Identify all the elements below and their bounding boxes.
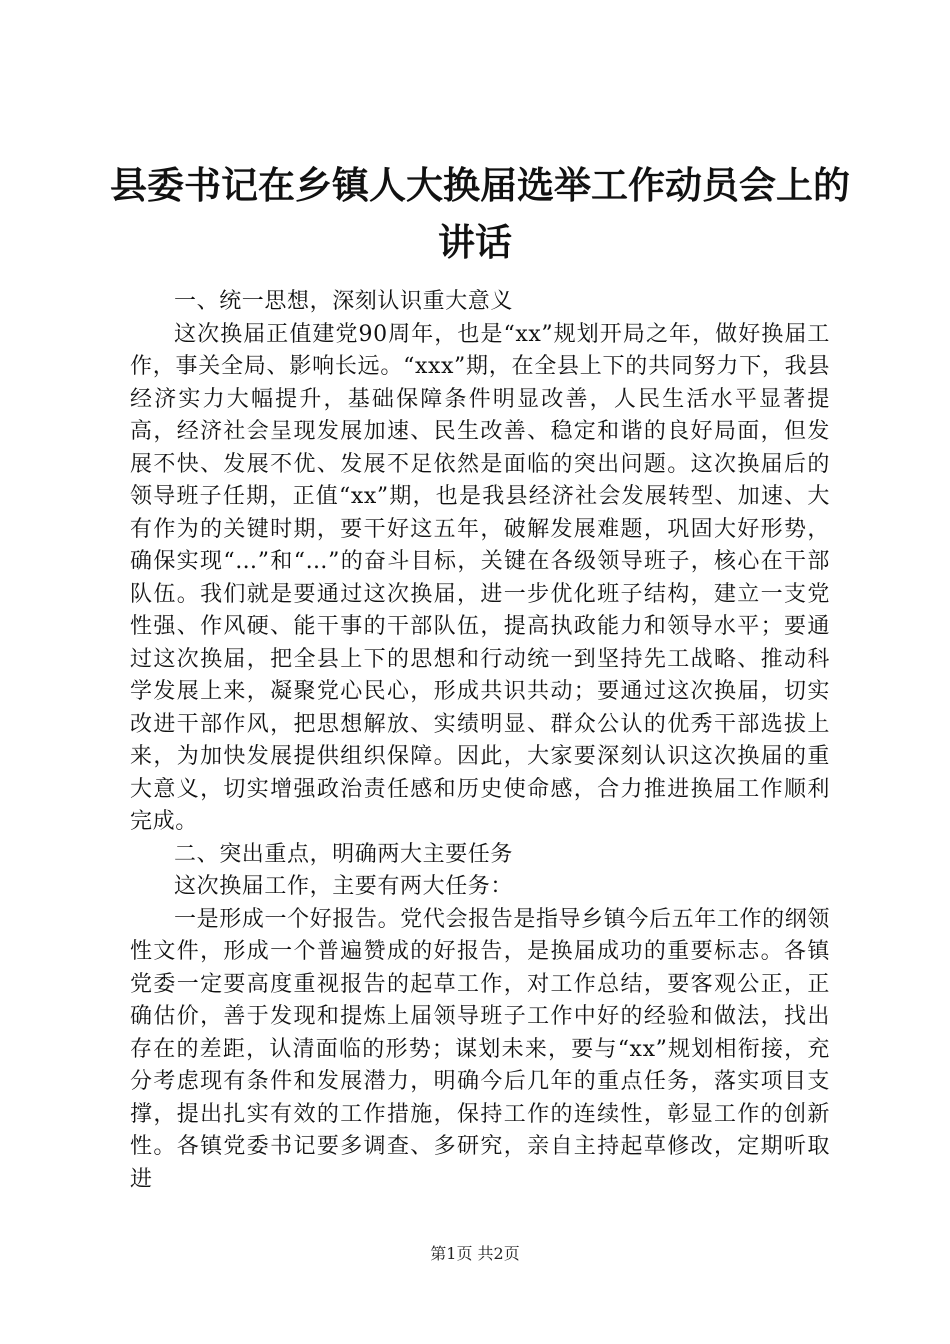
body-paragraph: 一是形成一个好报告。党代会报告是指导乡镇今后五年工作的纲领性文件，形成一个普遍赞成的好报告，是换届成功的重要标志。各镇党委一定要高度重视报告的起草工作，对工作总结，要客观公正，正确估价，善于发现和提炼上届领导班子工作中好的经验和做法，找出存在的差距，认清面临的形势；谋划未来，要与“xx”规划相衔接，充分考虑现有条件和发展潜力，明确今后几年的重点任务，落实项目支撑，提出扎实有效的工作措施，保持工作的连续性，彰显工作的创新性。各镇党委书记要多调查、多研究，亲自主持起草修改，定期听取进: [130, 906, 830, 1192]
body-paragraph: 这次换届正值建党90周年，也是“xx”规划开局之年，做好换届工作，事关全局、影响长远。“xxx”期，在全县上下的共同努力下，我县经济实力大幅提升，基础保障条件明显改善，人民生活水平显著提高，经济社会呈现发展加速、民生改善、稳定和谐的良好局面，但发展不快、发展不优、发展不足依然是面临的突出问题。这次换届后的领导班子任期，正值“xx”期，也是我县经济社会发展转型、加速、大有作为的关键时期，要干好这五年，破解发展难题，巩固大好形势，确保实现“…”和“…”的奋斗目标，关键在各级领导班子，核心在干部队伍。我们就是要通过这次换届，进一步优化班子结构，建立一支党性强、作风硬、能干事的干部队伍，提高执政能力和领导水平；要通过这次换届，把全县上下的思想和行动统一到坚持先工战略、推动科学发展上来，凝聚党心民心，形成共识共动；要通过这次换届，切实改进干部作风，把思想解放、实绩明显、群众公认的优秀干部选拔上来，为加快发展提供组织保障。因此，大家要深刻认识这次换届的重大意义，切实增强政治责任感和历史使命感，合力推进换届工作顺利完成。: [130, 321, 830, 834]
document-title-line-1: 县委书记在乡镇人大换届选举工作动员会上的: [110, 163, 850, 207]
page-footer: [0, 1244, 950, 1264]
document-body: [130, 286, 830, 1196]
page-number-label: 第1页 共2页: [430, 1244, 520, 1263]
section-heading-1: 一、统一思想，深刻认识重大意义: [174, 289, 514, 314]
section-heading-2: 二、突出重点，明确两大主要任务: [174, 841, 514, 867]
body-paragraph: 这次换届工作，主要有两大任务：: [174, 874, 514, 899]
document-title-line-2: 讲话: [438, 220, 512, 264]
